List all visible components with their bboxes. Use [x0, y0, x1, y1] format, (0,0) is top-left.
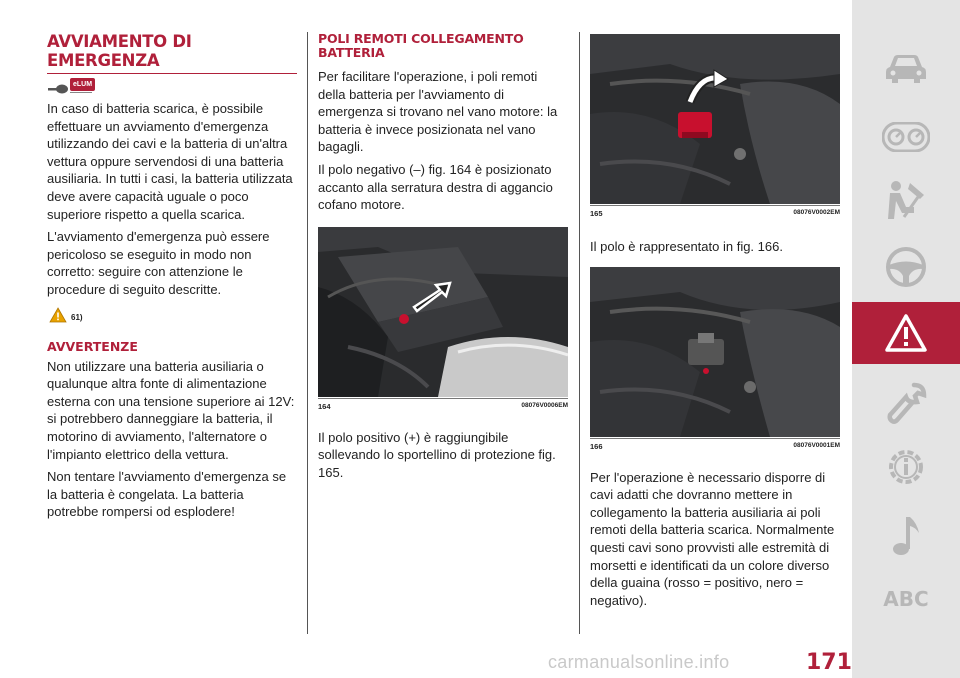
engine-bay-positive-pole-image	[590, 267, 840, 437]
remote-poles-heading: POLI REMOTI COLLEGAMENTO BATTERIA	[318, 31, 524, 60]
badge-underline	[70, 92, 92, 93]
figure-165-code: 08076V0002EM	[793, 209, 840, 216]
warning-paragraph-2: Non tentare l'avviamento d'emergenza se la batteria è congelata. La batteria potrebbe rompersi od esplodere!	[47, 469, 287, 520]
sidebar-item-car[interactable]	[852, 38, 960, 100]
figure-164-number: 164	[318, 401, 331, 411]
chapter-sidebar	[852, 0, 960, 678]
sidebar-item-maintenance[interactable]	[852, 372, 960, 434]
dashboard-icon	[882, 122, 930, 152]
sidebar-item-index[interactable]	[852, 568, 960, 630]
column-divider	[579, 32, 580, 634]
version-badge-row	[47, 78, 297, 100]
figure-165-number: 165	[590, 209, 603, 218]
figure-164-code: 08076V0006EM	[521, 401, 568, 409]
remote-poles-paragraph: Per facilitare l'operazione, i poli remoti della batteria per l'avviamento di emergenza si trovano nel vano motore: la batteria è invece posizionata nel vano bagagli.	[318, 69, 558, 155]
positive-pole-paragraph: Il polo positivo (+) è raggiungibile sollevando lo sportellino di protezione fig. 165.	[318, 429, 556, 480]
column-divider	[307, 32, 308, 634]
right-column	[590, 34, 840, 614]
warnings-heading: AVVERTENZE	[47, 338, 138, 354]
wrench-icon	[884, 381, 928, 425]
sidebar-item-emergency[interactable]	[852, 302, 960, 364]
section-title: AVVIAMENTO DI EMERGENZA	[47, 32, 192, 70]
engine-bay-negative-pole-image	[318, 227, 568, 397]
title-underline	[47, 73, 297, 74]
cables-paragraph: Per l'operazione è necessario disporre di cavi adatti che dovranno mettere in collegamento la batteria ausiliaria ai poli remoti della batteria scarica. Normalmente questi cavi sono provvisti alle estremità di morsetti e identificati da un colore diverso della guaina (rosso = positivo, nero = negativo).	[590, 469, 835, 608]
figure-166-photo	[590, 267, 840, 437]
sidebar-item-multimedia[interactable]	[852, 504, 960, 566]
figure-165-caption	[590, 205, 840, 218]
seat-safety-icon	[884, 179, 928, 223]
sidebar-item-driving[interactable]	[852, 236, 960, 298]
sidebar-item-dashboard[interactable]	[852, 106, 960, 168]
figure-164-photo	[318, 227, 568, 397]
warning-ref-number: 61)	[71, 312, 83, 322]
figure-166-caption	[590, 438, 840, 451]
sidebar-item-safety[interactable]	[852, 170, 960, 232]
steering-wheel-icon	[885, 246, 927, 288]
figure-164-caption	[318, 398, 568, 411]
elum-badge: eLUM	[70, 78, 95, 91]
middle-column	[318, 30, 568, 487]
sidebar-item-technical-data[interactable]	[852, 436, 960, 498]
figure-166-number: 166	[590, 441, 603, 451]
music-note-icon	[889, 513, 923, 557]
page-number: 171	[806, 650, 852, 675]
gear-info-icon	[884, 445, 928, 489]
key-icon	[47, 84, 69, 94]
figure-166-code: 08076V0001EM	[793, 441, 840, 449]
warning-triangle-icon	[49, 307, 67, 323]
figure-166-reference-paragraph: Il polo è rappresentato in fig. 166.	[590, 239, 783, 254]
warning-reference[interactable]	[47, 305, 297, 327]
negative-pole-paragraph: Il polo negativo (–) fig. 164 è posizionato accanto alla serratura destra di aggancio cofano motore.	[318, 161, 553, 213]
warning-paragraph-1: Non utilizzare una batteria ausiliaria o qualunque altra fonte di alimentazione esterna con una tensione superiore ai 12V: si potrebbero danneggiare la batteria, il motorino di avviamento, l'alternatore o l'impianto elettrico della vettura.	[47, 358, 295, 462]
danger-paragraph: L'avviamento d'emergenza può essere pericoloso se eseguito in modo non corretto: seguire con attenzione le procedure di seguito descritte.	[47, 229, 270, 297]
warning-triangle-icon	[884, 313, 928, 353]
car-icon	[884, 53, 928, 85]
left-column	[47, 30, 297, 526]
watermark: carmanualsonline.info	[548, 652, 730, 672]
engine-bay-positive-cover-image	[590, 34, 840, 204]
figure-165-photo	[590, 34, 840, 204]
intro-paragraph: In caso di batteria scarica, è possibile effettuare un avviamento d'emergenza utilizzando dei cavi e la batteria di un'altra vettura oppure servendosi di una batteria ausiliaria. In tutti i casi, la batteria utilizzata deve avere capacità uguale o poco superiore rispetto a quella scarica.	[47, 101, 293, 222]
index-abc-label: ABC	[883, 587, 929, 611]
